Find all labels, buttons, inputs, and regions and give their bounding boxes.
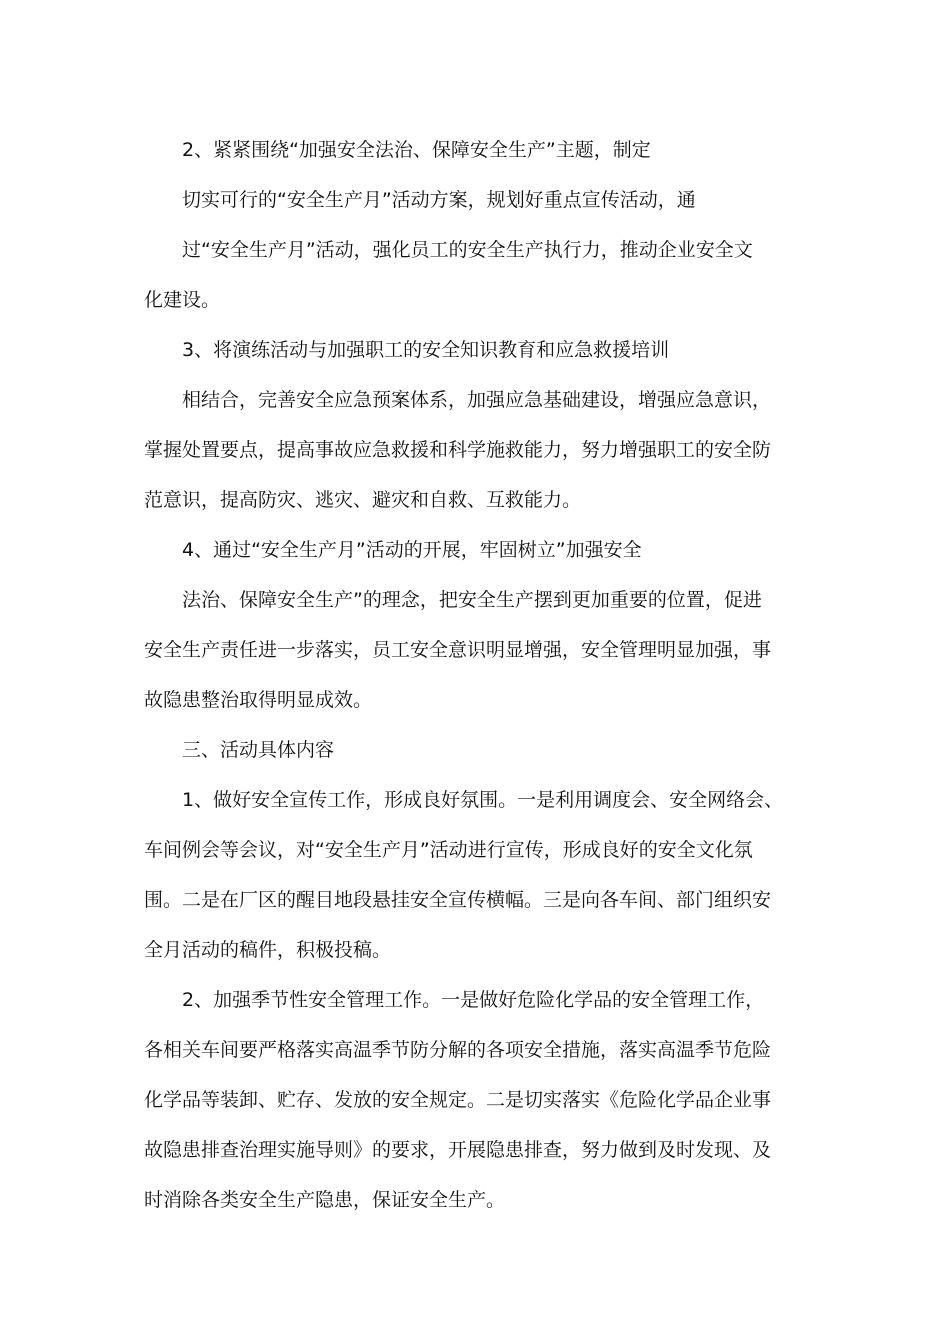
text-line: 2、加强季节性安全管理工作。一是做好危险化学品的安全管理工作， [182,989,765,1011]
text-line: 1、做好安全宣传工作，形成良好氛围。一是利用调度会、安全网络会、 [182,789,784,811]
text-line: 掌握处置要点，提高事故应急救援和科学施救能力，努力增强职工的安全防 [144,439,772,461]
text-line: 3、将演练活动与加强职工的安全知识教育和应急救援培训 [182,339,670,361]
text-line: 过“安全生产月”活动，强化员工的安全生产执行力，推动企业安全文 [182,239,753,261]
text-line: 故隐患排查治理实施导则》的要求，开展隐患排查，努力做到及时发现、及 [144,1139,772,1161]
text-line: 围。二是在厂区的醒目地段悬挂安全宣传横幅。三是向各车间、部门组织安 [144,889,772,911]
text-line: 车间例会等会议，对“安全生产月”活动进行宣传，形成良好的安全文化氛 [144,839,753,861]
text-line: 各相关车间要严格落实高温季节防分解的各项安全措施，落实高温季节危险 [144,1039,772,1061]
text-line: 时消除各类安全生产隐患，保证安全生产。 [144,1189,506,1211]
text-line: 4、通过“安全生产月”活动的开展，牢固树立”加强安全 [182,539,642,561]
text-line: 2、紧紧围绕“加强安全法治、保障安全生产”主题，制定 [182,139,651,161]
text-line: 全月活动的稿件，积极投稿。 [144,939,392,961]
text-line: 化学品等装卸、贮存、发放的安全规定。二是切实落实《危险化学品企业事 [144,1089,772,1111]
text-line: 相结合，完善安全应急预案体系，加强应急基础建设，增强应急意识， [182,389,772,411]
text-line: 法治、保障安全生产”的理念，把安全生产摆到更加重要的位置，促进 [182,589,762,611]
text-line: 安全生产责任进一步落实，员工安全意识明显增强，安全管理明显加强，事 [144,639,772,661]
text-line: 故隐患整治取得明显成效。 [144,689,373,711]
text-line: 范意识，提高防灾、逃灾、避灾和自救、互救能力。 [144,489,582,511]
text-line: 切实可行的“安全生产月”活动方案，规划好重点宣传活动，通 [182,189,696,211]
section-heading: 三、活动具体内容 [182,739,335,761]
text-line: 化建设。 [144,289,221,311]
